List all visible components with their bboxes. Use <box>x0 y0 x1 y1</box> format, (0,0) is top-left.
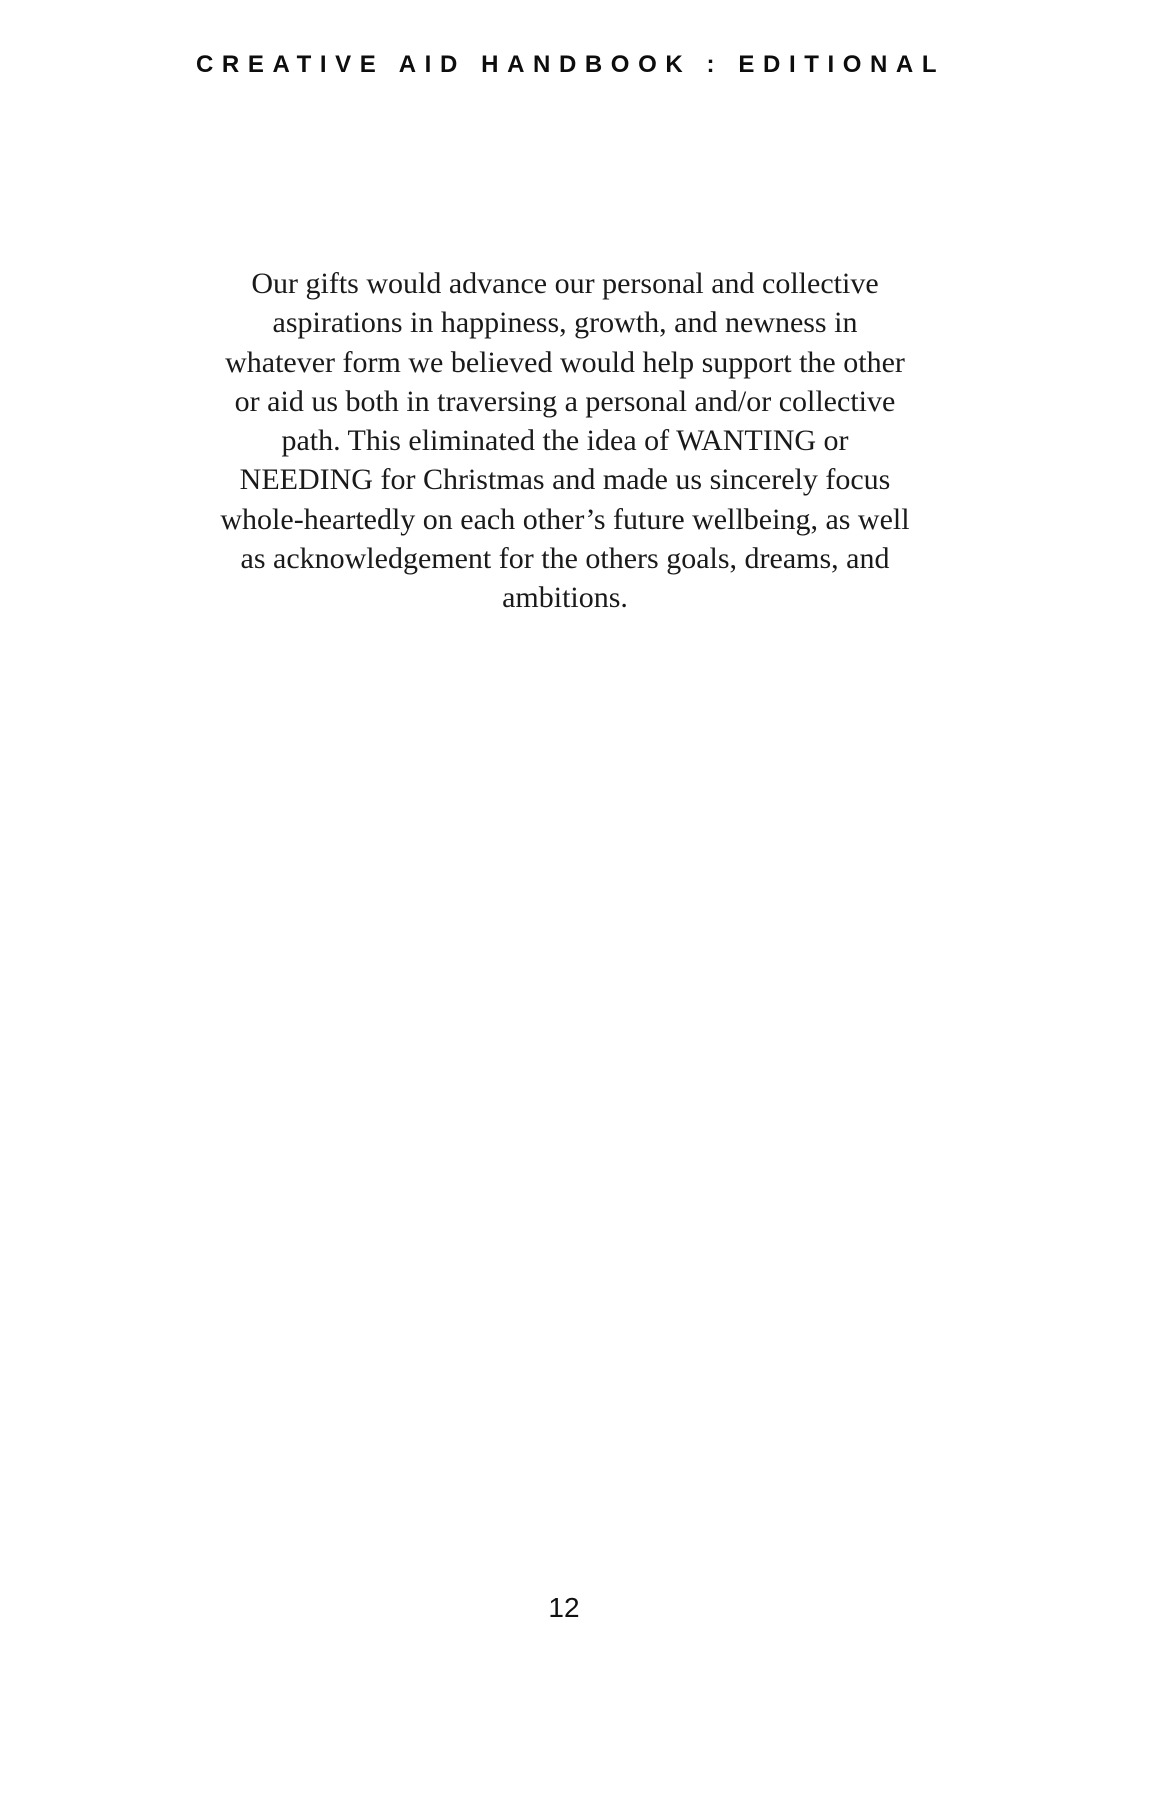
paragraph-line: whole-heartedly on each other’s future wellbeing, as well <box>220 502 910 536</box>
paragraph-line: ambitions. <box>502 581 628 615</box>
paragraph-line: whatever form we believed would help support the other <box>225 345 905 379</box>
paragraph-line: Our gifts would advance our personal and collective <box>251 267 879 300</box>
paragraph-line: as acknowledgement for the others goals, dreams, and <box>240 542 890 576</box>
page-number: 12 <box>548 1592 580 1623</box>
running-header: CREATIVE AID HANDBOOK : EDITIONAL <box>196 51 946 78</box>
paragraph-line: path. This eliminated the idea of WANTING or <box>281 424 849 458</box>
paragraph-line: or aid us both in traversing a personal and/or collective <box>234 384 896 418</box>
paragraph-line: aspirations in happiness, growth, and newness in <box>272 306 858 340</box>
body-paragraph <box>180 264 950 618</box>
paragraph-line: NEEDING for Christmas and made us sincerely focus <box>239 463 891 497</box>
